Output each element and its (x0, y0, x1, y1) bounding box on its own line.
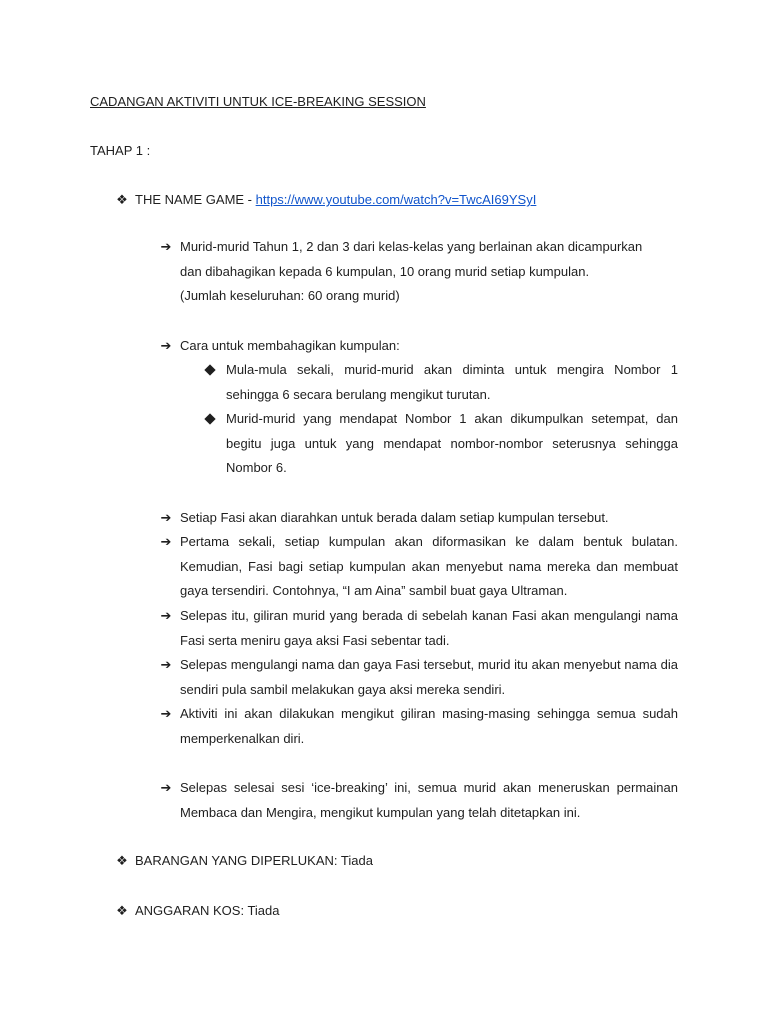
youtube-link[interactable]: https://www.youtube.com/watch?v=TwcAI69YSyI (255, 192, 537, 207)
point-line: (Jumlah keseluruhan: 60 orang murid) (180, 288, 400, 303)
arrow-bullet-icon: ➔ (160, 706, 172, 721)
point-text: Setiap Fasi akan diarahkan untuk berada dalam setiap kumpulan tersebut. (180, 510, 609, 525)
subpoint-gathering (202, 407, 678, 481)
arrow-bullet-icon: ➔ (160, 239, 172, 254)
diamond-bullet-icon: ❖ (116, 853, 128, 868)
filled-diamond-icon (202, 407, 218, 432)
point-text: Selepas selesai sesi ‘ice-breaking’ ini, semua murid akan meneruskan permainan Membaca dan Mengira, mengikut kumpulan yang telah ditetapkan ini. (180, 780, 678, 820)
arrow-bullet-icon: ➔ (160, 657, 172, 672)
arrow-bullet-icon: ➔ (160, 534, 172, 549)
point-text: Selepas mengulangi nama dan gaya Fasi tersebut, murid itu akan menyebut nama dia sendiri pula sambil melakukan gaya aksi mereka sendiri. (180, 657, 678, 697)
point-group-method (158, 334, 678, 359)
filled-diamond-icon (202, 358, 218, 383)
subpoint-text: Murid-murid yang mendapat Nombor 1 akan dikumpulkan setempat, dan begitu juga untuk yang mendapat nombor-nombor seterusnya sehingga Nombor 6. (226, 411, 678, 475)
name-game-label: THE NAME GAME - (135, 192, 256, 207)
materials-text: BARANGAN YANG DIPERLUKAN: Tiada (135, 853, 373, 868)
point-own-name (158, 653, 678, 702)
arrow-bullet-icon: ➔ (160, 608, 172, 623)
stage-heading: TAHAP 1 : (90, 143, 151, 158)
point-text: Aktiviti ini akan dilakukan mengikut giliran masing-masing sehingga semua sudah memperkenalkan diri. (180, 706, 678, 746)
cost-text: ANGGARAN KOS: Tiada (135, 903, 280, 918)
arrow-bullet-icon: ➔ (160, 780, 172, 795)
point-text: Selepas itu, giliran murid yang berada di sebelah kanan Fasi akan mengulangi nama Fasi serta meniru gaya aksi Fasi sebentar tadi. (180, 608, 678, 648)
diamond-bullet-icon: ❖ (116, 903, 128, 918)
point-repeat-name (158, 604, 678, 653)
point-line: Murid-murid Tahun 1, 2 dan 3 dari kelas-kelas yang berlainan akan dicampurkan (180, 239, 643, 254)
point-line: dan dibahagikan kepada 6 kumpulan, 10 orang murid setiap kumpulan. (180, 263, 590, 279)
point-text: Cara untuk membahagikan kumpulan: (180, 338, 400, 353)
point-take-turns (158, 702, 678, 751)
point-fasi (158, 506, 678, 531)
point-circle-formation (158, 530, 678, 604)
point-text: Pertama sekali, setiap kumpulan akan diformasikan ke dalam bentuk bulatan. Kemudian, Fasi bagi setiap kumpulan akan menyebut nama mereka dan membuat gaya tersendiri. Contohnya, “I am Aina” sambil buat gaya Ultraman. (180, 534, 678, 598)
arrow-bullet-icon: ➔ (160, 338, 172, 353)
subpoint-text: Mula-mula sekali, murid-murid akan diminta untuk mengira Nombor 1 sehingga 6 secara berulang mengikut turutan. (226, 362, 678, 402)
arrow-bullet-icon: ➔ (160, 510, 172, 525)
diamond-bullet-icon: ❖ (116, 192, 128, 207)
subpoint-counting (202, 358, 678, 407)
point-after-session (158, 776, 678, 825)
document-title: CADANGAN AKTIVITI UNTUK ICE-BREAKING SESSION (90, 94, 426, 109)
point-students-grouping (158, 235, 678, 309)
